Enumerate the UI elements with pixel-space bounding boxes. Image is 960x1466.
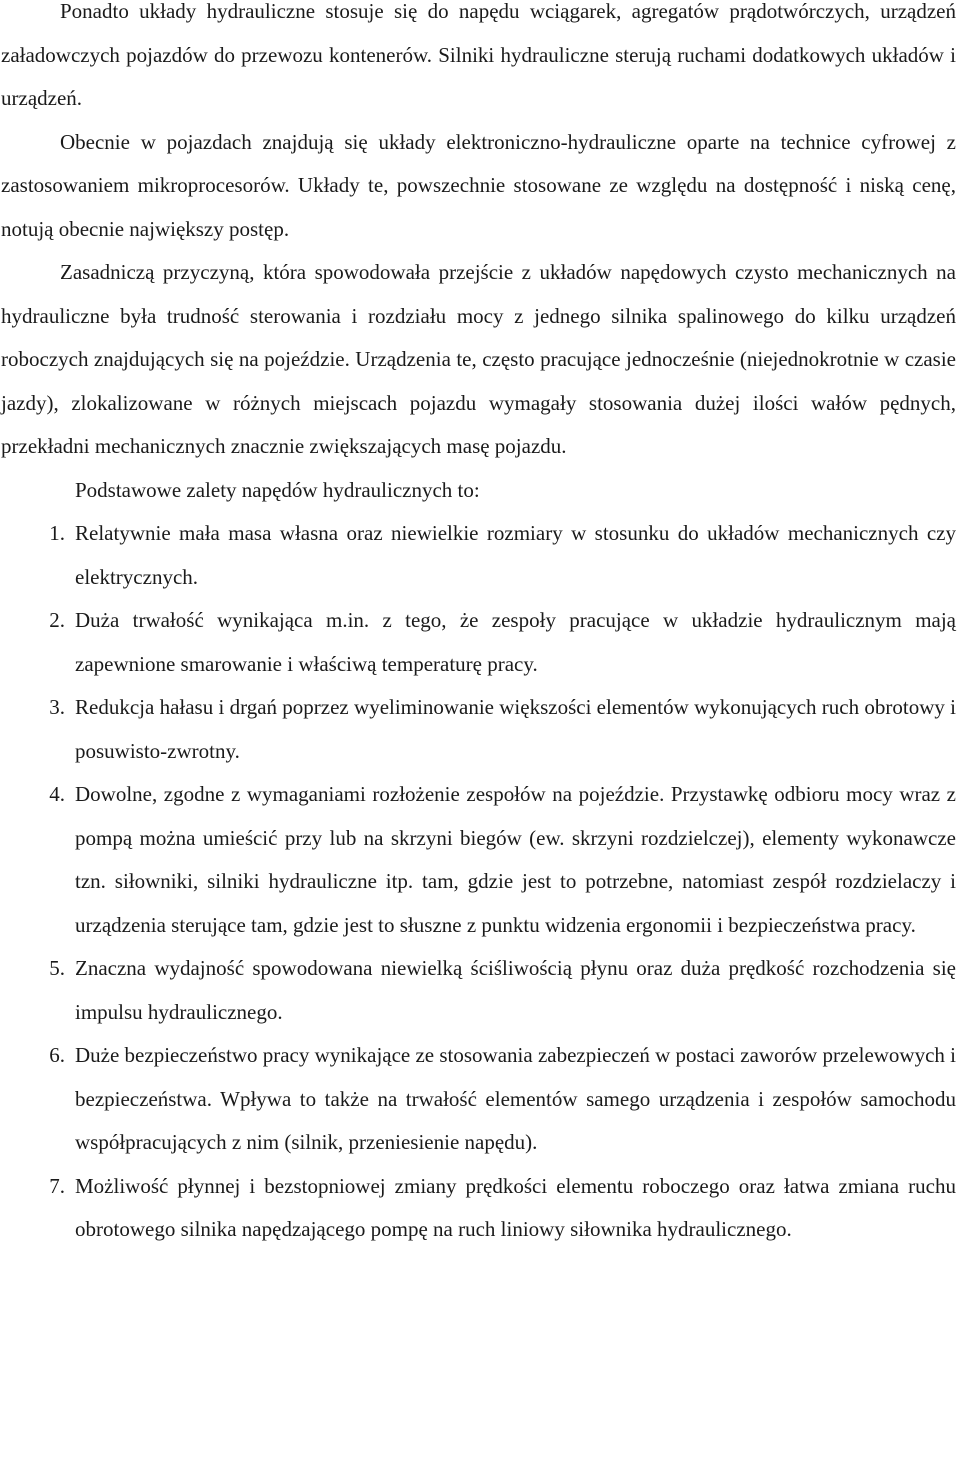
list-item — [1, 773, 956, 947]
list-item-number: 2. — [49, 608, 65, 632]
paragraph: Zasadniczą przyczyną, która spowodowała przejście z układów napędowych czysto mechanicznych na hydrauliczne była trudność sterowania i rozdziału mocy z jednego silnika spalinowego do kilku urządzeń roboczych znajdujących się na pojeździe. Urządzenia te, często pracujące jednocześnie (niejednokrotnie w czasie jazdy), zlokalizowane w różnych miejscach pojazdu wymagały stosowania dużej ilości wałów pędnych, przekładni mechanicznych znacznie zwiększających masę pojazdu. — [1, 260, 956, 458]
list-item — [1, 512, 956, 599]
list-item-text: Relatywnie mała masa własna oraz niewielkie rozmiary w stosunku do układów mechanicznych czy elektrycznych. — [75, 521, 956, 589]
list-intro: Podstawowe zalety napędów hydraulicznych to: — [75, 477, 480, 502]
paragraph: Obecnie w pojazdach znajdują się układy elektroniczno-hydrauliczne oparte na technice cyfrowej z zastosowaniem mikroprocesorów. Układy te, powszechnie stosowane ze względu na dostępność i niską cenę, notują obecnie największy postęp. — [1, 129, 956, 241]
list-item-number: 1. — [49, 521, 65, 545]
list-item — [1, 947, 956, 1034]
list-item-text: Dowolne, zgodne z wymaganiami rozłożenie zespołów na pojeździe. Przystawkę odbioru mocy wraz z pompą można umieścić przy lub na skrzyni biegów (ew. skrzyni rozdzielczej), elementy wykonawcze tzn. siłowniki, silniki hydrauliczne itp. tam, gdzie jest to potrzebne, natomiast zespół rozdzielaczy i urządzenia sterujące tam, gdzie jest to słuszne z punktu widzenia ergonomii i bezpieczeństwa pracy. — [75, 782, 956, 937]
list-item-number: 4. — [49, 782, 65, 806]
list-item-number: 6. — [49, 1043, 65, 1067]
list-item-text: Możliwość płynnej i bezstopniowej zmiany prędkości elementu roboczego oraz łatwa zmiana ruchu obrotowego silnika napędzającego pompę na ruch liniowy siłownika hydraulicznego. — [75, 1173, 956, 1241]
paragraph: Ponadto układy hydrauliczne stosuje się do napędu wciągarek, agregatów prądotwórczych, urządzeń załadowczych pojazdów do przewozu kontenerów. Silniki hydrauliczne sterują ruchami dodatkowych układów i urządzeń. — [1, 0, 956, 110]
document-body — [1, 0, 956, 1252]
list-item-text: Duże bezpieczeństwo pracy wynikające ze stosowania zabezpieczeń w postaci zaworów przelewowych i bezpieczeństwa. Wpływa to także na trwałość elementów samego urządzenia i zespołów samochodu współpracujących z nim (silnik, przeniesienie napędu). — [75, 1043, 956, 1154]
list-item — [1, 599, 956, 686]
list-item — [1, 686, 956, 773]
advantages-list — [1, 512, 956, 1252]
list-item-number: 5. — [49, 956, 65, 980]
list-item-text: Duża trwałość wynikająca m.in. z tego, że zespoły pracujące w układzie hydraulicznym mają zapewnione smarowanie i właściwą temperaturę pracy. — [75, 608, 956, 676]
list-item-number: 7. — [49, 1173, 65, 1198]
list-item-text: Znaczna wydajność spowodowana niewielką ściśliwością płynu oraz duża prędkość rozchodzenia się impulsu hydraulicznego. — [75, 956, 956, 1024]
list-item — [1, 1165, 956, 1252]
list-item — [1, 1034, 956, 1165]
list-item-number: 3. — [49, 695, 65, 719]
list-item-text: Redukcja hałasu i drgań poprzez wyeliminowanie większości elementów wykonujących ruch obrotowy i posuwisto-zwrotny. — [75, 695, 956, 763]
